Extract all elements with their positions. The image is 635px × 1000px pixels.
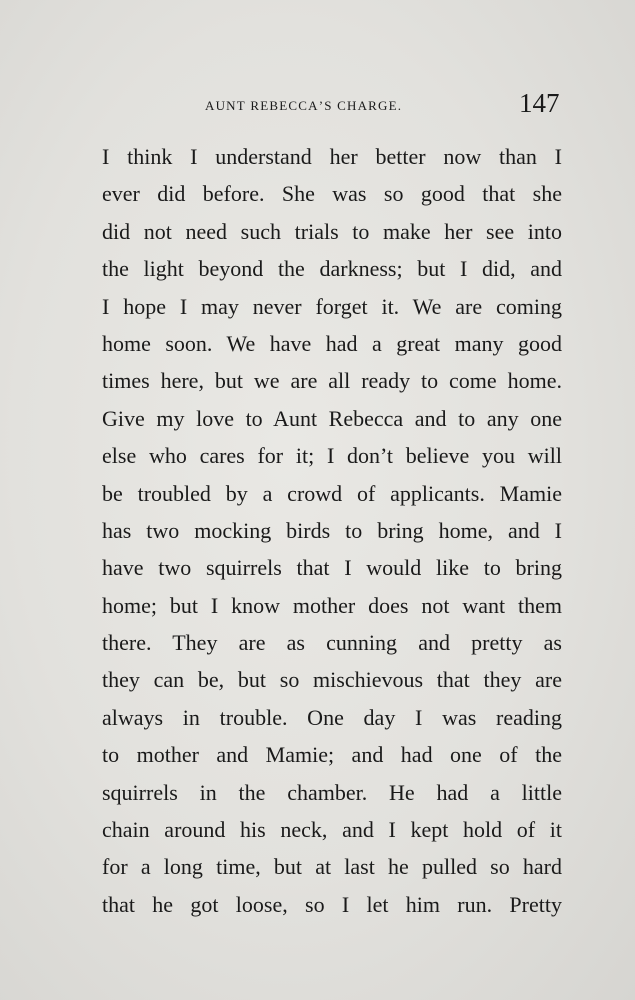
- text-line: home; but I know mother does not want them: [102, 592, 562, 618]
- text-line: chain around his neck, and I kept hold of it: [102, 817, 562, 843]
- running-head: [0, 88, 635, 118]
- text-line: to mother and Mamie; and had one of the: [102, 742, 562, 768]
- text-line: Give my love to Aunt Rebecca and to any one: [102, 405, 562, 431]
- text-line: that he got loose, so I let him run. Pretty: [102, 891, 562, 917]
- text-line: has two mocking birds to bring home, and I: [102, 517, 562, 543]
- text-line: else who cares for it; I don’t believe you will: [102, 443, 562, 469]
- text-line: for a long time, but at last he pulled so hard: [102, 854, 562, 880]
- page-number: 147: [519, 88, 560, 118]
- text-line: squirrels in the chamber. He had a little: [102, 779, 562, 805]
- text-line: have two squirrels that I would like to bring: [102, 555, 562, 581]
- text-line: always in trouble. One day I was reading: [102, 704, 562, 730]
- text-line: I think I understand her better now than I: [102, 144, 562, 169]
- running-title: aunt rebecca’s charge.: [205, 94, 403, 114]
- text-line: there. They are as cunning and pretty as: [102, 630, 562, 656]
- text-line: times here, but we are all ready to come home.: [102, 368, 562, 394]
- text-line: did not need such trials to make her see into: [102, 218, 562, 244]
- text-line: be troubled by a crowd of applicants. Mamie: [102, 480, 562, 506]
- text-line: they can be, but so mischievous that they are: [102, 667, 562, 693]
- text-line: home soon. We have had a great many good: [102, 330, 562, 356]
- body-text: [102, 138, 562, 923]
- text-line: ever did before. She was so good that she: [102, 181, 562, 207]
- text-line: the light beyond the darkness; but I did, and: [102, 256, 562, 282]
- text-line: I hope I may never forget it. We are coming: [102, 293, 562, 319]
